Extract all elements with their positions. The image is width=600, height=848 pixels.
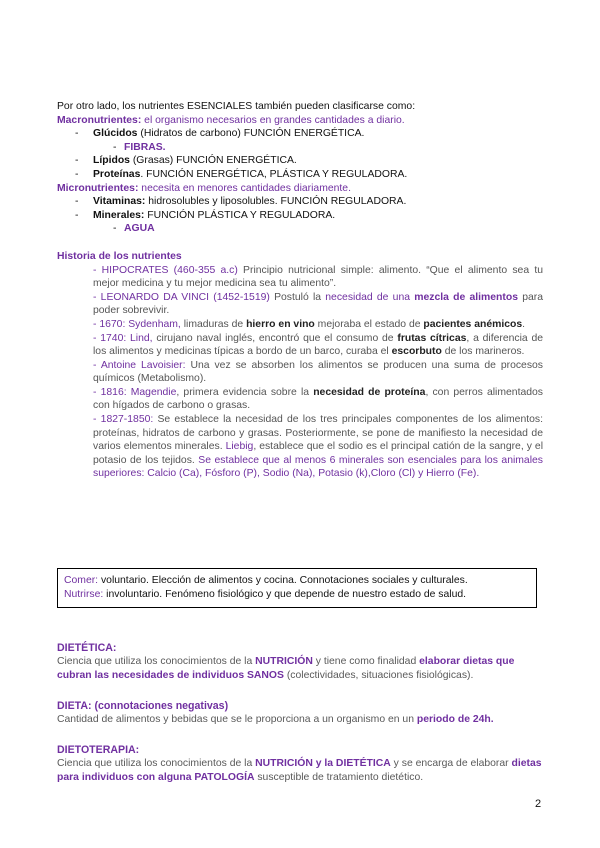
dietetica-section <box>57 641 543 683</box>
history-title: Historia de los nutrientes <box>57 250 182 262</box>
micro-desc: necesita en menores cantidades diariamente. <box>138 182 351 194</box>
dietoterapia-title: DIETOTERAPIA: <box>57 744 140 756</box>
dieta-text: Cantidad de alimentos y bebidas que se le proporciona a un organismo en un periodo de 24h. <box>57 714 494 725</box>
list-item: - Proteínas. FUNCIÓN ENERGÉTICA, PLÁSTICA Y REGULADORA. <box>75 168 408 180</box>
micronutrientes-line <box>57 182 543 196</box>
dietetica-text: Ciencia que utiliza los conocimientos de la NUTRICIÓN y tiene como finalidad elaborar dietas que cubran las necesidades de individuos SANOS (colectividades, situaciones fisiológicas). <box>57 656 515 681</box>
list-item: - AGUA <box>113 223 155 235</box>
dietoterapia-text: Ciencia que utiliza los conocimientos de la NUTRICIÓN y la DIETÉTICA y se encarga de elaborar dietas para individuos con alguna PATOLOGÍA susceptible de tratamiento dietético. <box>57 758 542 783</box>
history-list <box>57 264 543 482</box>
intro-text: Por otro lado, los nutrientes ESENCIALES también pueden clasificarse como: <box>57 101 416 112</box>
list-item: - Lípidos (Grasas) FUNCIÓN ENERGÉTICA. <box>75 155 297 167</box>
history-item: - 1670: Sydenham, limaduras de hierro en vino mejoraba el estado de pacientes anémicos. <box>93 318 526 330</box>
history-item: - 1816: Magendie, primera evidencia sobre la necesidad de proteína, con perros alimentados con hígados de carbono o grasas. <box>93 386 543 412</box>
comer-definition: Comer: voluntario. Elección de alimentos y cocina. Connotaciones sociales y culturales. <box>64 575 468 586</box>
list-item: - Minerales: FUNCIÓN PLÁSTICA Y REGULADORA. <box>75 209 336 221</box>
list-item: - Glúcidos (Hidratos de carbono) FUNCIÓN ENERGÉTICA. <box>75 128 365 140</box>
macro-label: Macronutrientes: <box>57 114 142 126</box>
history-item: - 1740: Lind, cirujano naval inglés, encontró que el consumo de frutas cítricas, a diferencia de los alimentos y medicinas típicas a bordo de un barco, curaba el escorbuto de los marineros. <box>93 332 544 358</box>
page-number: 2 <box>535 798 542 810</box>
micro-label: Micronutrientes: <box>57 182 139 194</box>
definition-box <box>57 568 537 608</box>
dietetica-title: DIETÉTICA: <box>57 642 117 654</box>
nutrirse-definition: Nutrirse: involuntario. Fenómeno fisiológico y que depende de nuestro estado de salud. <box>64 588 467 600</box>
content-top <box>57 100 543 481</box>
dietoterapia-section <box>57 743 543 785</box>
dieta-title: DIETA: (connotaciones negativas) <box>57 700 229 712</box>
history-item: - 1827-1850: Se establece la necesidad de los tres principales componentes de los alimentos: proteínas, hidratos de carbono y grasas. Posteriormente, se pone de manifiesto la necesidad de varios elementos minerales. Liebig, establece que el sodio es el principal catión de la sangre, y el potasio de los tejidos. Se establece que al menos 6 minerales son esenciales para los animales superiores: Calcio (Ca), Fósforo (P), Sodio (Na), Potasio (k),Cloro (Cl) y Hierro (Fe). <box>93 414 544 480</box>
history-item: - LEONARDO DA VINCI (1452-1519) Postuló la necesidad de una mezcla de alimentos para poder sobrevivir. <box>93 291 544 317</box>
list-item: - FIBRAS. <box>113 141 166 153</box>
history-item: - HIPOCRATES (460-355 a.c) Principio nutricional simple: alimento. “Que el alimento sea tu mejor medicina y tu mejor medicina sea tu alimento”. <box>93 264 543 290</box>
macronutrientes-line <box>57 114 543 128</box>
dieta-section <box>57 699 543 727</box>
macro-desc: el organismo necesarios en grandes cantidades a diario. <box>141 114 405 126</box>
history-item: - Antoine Lavoisier: Una vez se absorben los alimentos se producen una suma de procesos químicos (Metabolismo). <box>93 359 543 385</box>
list-item: - Vitaminas: hidrosolubles y liposolubles. FUNCIÓN REGULADORA. <box>75 196 407 208</box>
